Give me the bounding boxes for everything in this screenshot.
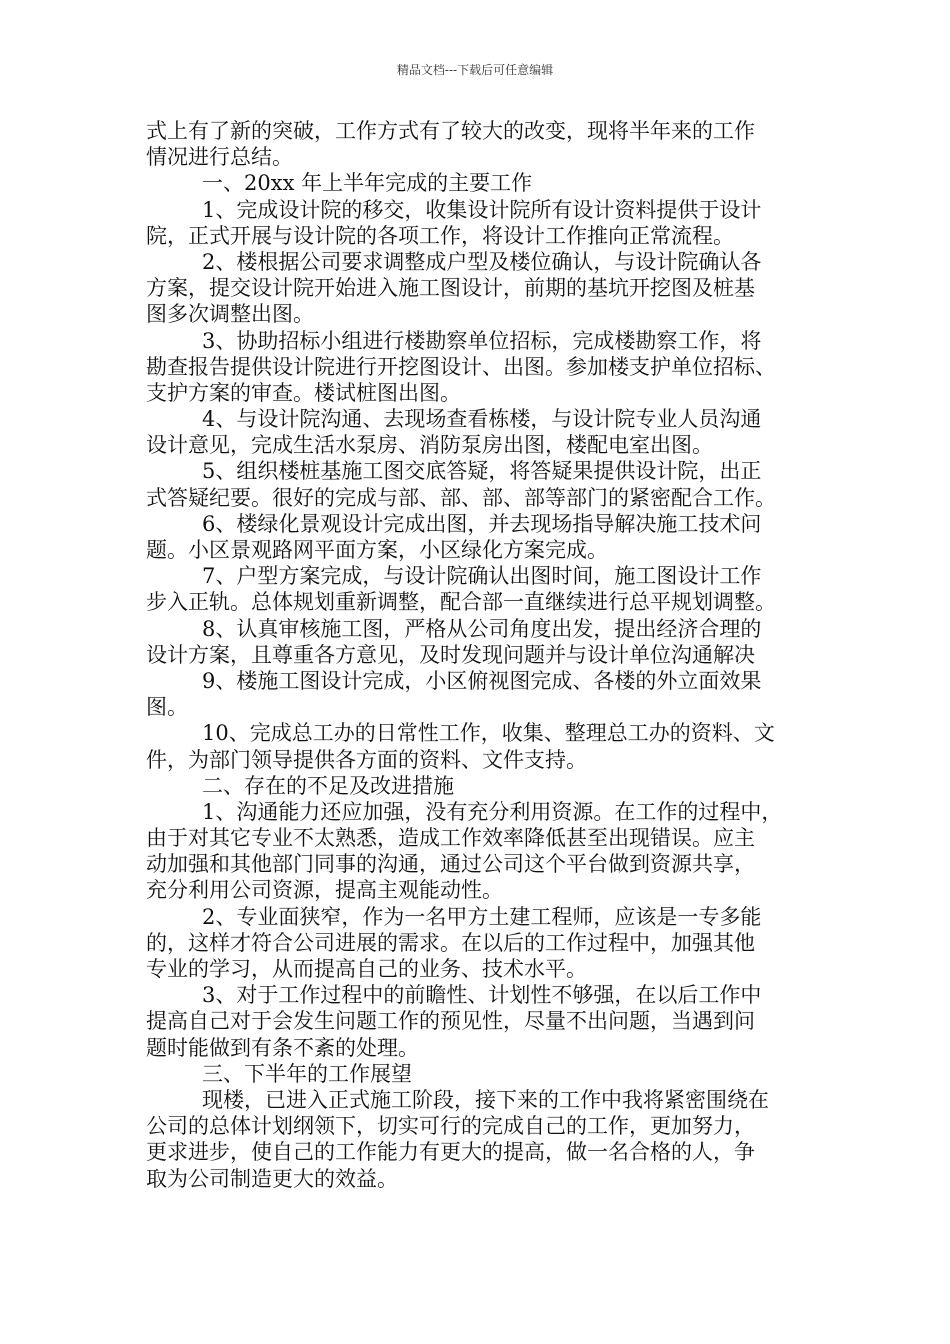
text-line: 式答疑纪要。很好的完成与部、部、部、部等部门的紧密配合工作。 <box>146 485 776 510</box>
section-heading: 二、存在的不足及改进措施 <box>202 773 454 798</box>
text-line: 1、沟通能力还应加强，没有充分利用资源。在工作的过程中， <box>202 799 783 824</box>
text-line: 勘查报告提供设计院进行开挖图设计、出图。参加楼支护单位招标、 <box>146 354 776 379</box>
text-line: 取为公司制造更大的效益。 <box>146 1166 398 1191</box>
text-line: 情况进行总结。 <box>146 145 293 170</box>
text-line: 专业的学习，从而提高自己的业务、技术水平。 <box>146 957 587 981</box>
text-line: 提高自己对于会发生问题工作的预见性，尽量不出问题，当遇到问 <box>146 1009 755 1034</box>
text-line: 10、完成总工办的日常性工作，收集、整理总工办的资料、文 <box>202 721 775 746</box>
document-body <box>146 118 806 1192</box>
text-line: 动加强和其他部门同事的沟通，通过公司这个平台做到资源共享， <box>146 852 755 877</box>
section-heading: 一、20xx 年上半年完成的主要工作 <box>202 171 533 196</box>
text-line: 3、对于工作过程中的前瞻性、计划性不够强，在以后工作中 <box>202 983 762 1008</box>
text-line: 设计方案，且尊重各方意见，及时发现问题并与设计单位沟通解决 <box>146 642 755 667</box>
text-line: 题。小区景观路网平面方案，小区绿化方案完成。 <box>146 538 608 562</box>
text-line: 1、完成设计院的移交，收集设计院所有设计资料提供于设计 <box>202 197 762 222</box>
text-line: 4、与设计院沟通、去现场查看栋楼，与设计院专业人员沟通 <box>202 407 762 432</box>
text-line: 2、楼根据公司要求调整成户型及楼位确认，与设计院确认各 <box>202 249 762 274</box>
text-line: 6、楼绿化景观设计完成出图，并去现场指导解决施工技术问 <box>202 511 762 536</box>
text-line: 院，正式开展与设计院的各项工作，将设计工作推向正常流程。 <box>146 223 734 248</box>
text-line: 8、认真审核施工图，严格从公司角度出发，提出经济合理的 <box>202 616 762 641</box>
text-line: 9、楼施工图设计完成，小区俯视图完成、各楼的外立面效果 <box>202 668 762 693</box>
text-line: 图。 <box>146 695 188 720</box>
text-line: 充分利用公司资源，提高主观能动性。 <box>146 878 503 903</box>
text-line: 由于对其它专业不太熟悉，造成工作效率降低甚至出现错误。应主 <box>146 826 755 851</box>
text-line: 的，这样才符合公司进展的需求。在以后的工作过程中，加强其他 <box>146 930 755 955</box>
text-line: 设计意见，完成生活水泵房、消防泵房出图，楼配电室出图。 <box>146 433 713 458</box>
text-line: 支护方案的审查。楼试桩图出图。 <box>146 380 461 405</box>
text-line: 2、专业面狭窄，作为一名甲方土建工程师，应该是一专多能 <box>202 904 762 929</box>
text-line: 5、组织楼桩基施工图交底答疑，将答疑果提供设计院，出正 <box>202 459 762 484</box>
section-heading: 三、下半年的工作展望 <box>202 1061 412 1086</box>
text-line: 更求进步，使自己的工作能力有更大的提高，做一名合格的人，争 <box>146 1140 755 1165</box>
text-line: 7、户型方案完成，与设计院确认出图时间，施工图设计工作 <box>202 564 762 589</box>
text-line: 3、协助招标小组进行楼勘察单位招标，完成楼勘察工作，将 <box>202 328 762 353</box>
text-line: 式上有了新的突破，工作方式有了较大的改变，现将半年来的工作 <box>146 119 755 143</box>
text-line: 件，为部门领导提供各方面的资料、文件支持。 <box>146 747 587 772</box>
text-line: 现楼，已进入正式施工阶段，接下来的工作中我将紧密围绕在 <box>202 1087 769 1112</box>
text-line: 公司的总体计划纲领下，切实可行的完成自己的工作，更加努力， <box>146 1114 755 1139</box>
page-header: 精品文档---下载后可任意编辑 <box>396 63 554 77</box>
text-line: 题时能做到有条不紊的处理。 <box>146 1035 419 1060</box>
text-line: 步入正轨。总体规划重新调整，配合部一直继续进行总平规划调整。 <box>146 590 776 615</box>
text-line: 图多次调整出图。 <box>146 302 314 327</box>
text-line: 方案，提交设计院开始进入施工图设计，前期的基坑开挖图及桩基 <box>146 276 755 301</box>
